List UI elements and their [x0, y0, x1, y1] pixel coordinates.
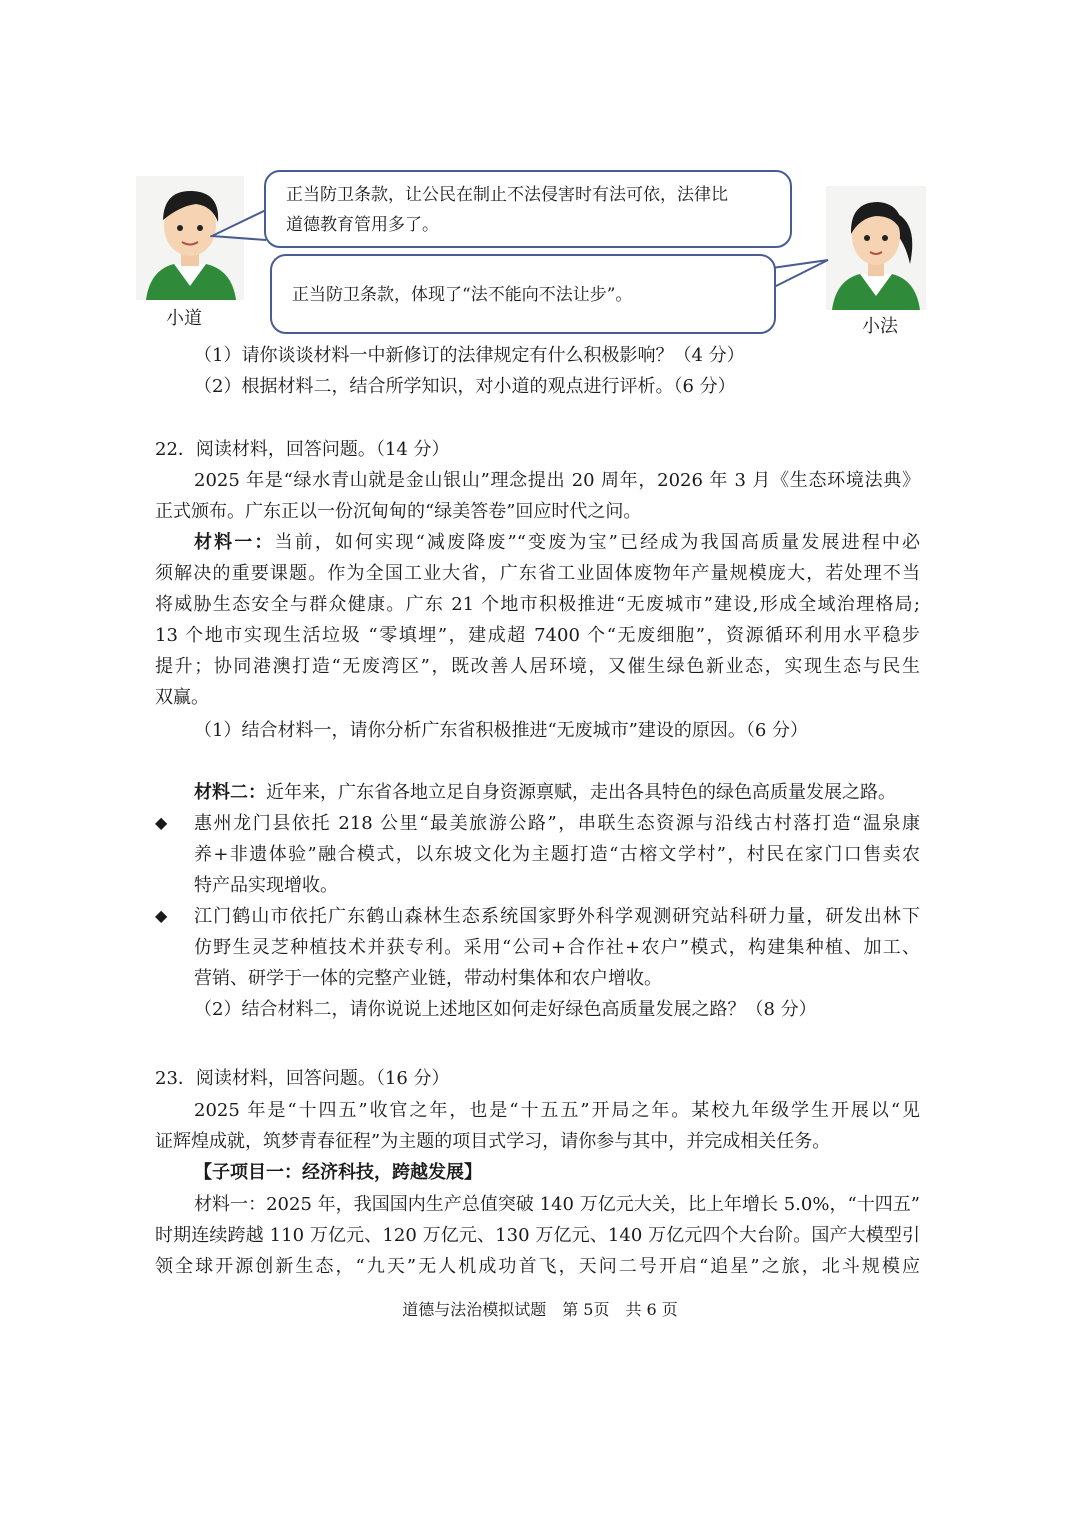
q22-material1-line: 将威胁生态安全与群众健康。广东 21 个地市积极推进“无废城市”建设,形成全域治理格局; — [155, 594, 920, 615]
material1-label: 材料一： — [194, 532, 275, 553]
q23-intro-line: 2025 年是“十四五”收官之年，也是“十五五”开局之年。某校九年级学生开展以“见 — [194, 1100, 920, 1121]
q22-material1-first — [194, 528, 920, 558]
page-footer: 道德与法治模拟试题 第 5页 共 6 页 — [402, 1300, 678, 1319]
material2-label: 材料二： — [194, 782, 266, 803]
q22-material2 — [194, 778, 920, 808]
q22-material1-line: 须解决的重要课题。作为全国工业大省，广东省工业固体废物年产量规模庞大，若处理不当 — [155, 563, 920, 584]
q21-sub1: （1）请你谈谈材料一中新修订的法律规定有什么积极影响？（4 分） — [194, 345, 745, 366]
q22-sub2: （2）结合材料二，请你说说上述地区如何走好绿色高质量发展之路？（8 分） — [194, 999, 817, 1020]
q22-material1-line: 13 个地市实现生活垃圾 “零填埋”，建成超 7400 个“无废细胞”，资源循环利用水平稳步 — [155, 625, 920, 646]
diamond-bullet-icon: ◆ — [155, 813, 168, 832]
left-bubble-line: 正当防卫条款，让公民在制止不法侵害时有法可依，法律比 — [286, 185, 728, 205]
q22-bullet1-last: 特产品实现增收。 — [194, 875, 338, 896]
q23-heading: 23．阅读材料，回答问题。（16 分） — [155, 1068, 450, 1089]
q22-bullet2-line: 仿野生灵芝种植技术并获专利。采用“公司+合作社+农户”模式，构建集种植、加工、 — [194, 937, 920, 958]
q21-sub2: （2）根据材料二，结合所学知识，对小道的观点进行评析。（6 分） — [194, 376, 736, 397]
right-speech-bubble — [270, 254, 776, 334]
q22-bullet1-line: 惠州龙门县依托 218 公里“最美旅游公路”，串联生态资源与沿线古村落打造“温泉康 — [194, 813, 920, 834]
q22-sub1: （1）结合材料一，请你分析广东省积极推进“无废城市”建设的原因。（6 分） — [194, 720, 809, 741]
q23-material1-line: 领全球开源创新生态，“九天”无人机成功首飞，天问二号开启“追星”之旅，北斗规模应 — [155, 1256, 920, 1277]
left-speech-bubble — [264, 170, 792, 248]
q23-subproject-title: 【子项目一：经济科技，跨越发展】 — [194, 1162, 482, 1183]
left-bubble-line: 道德教育管用多了。 — [286, 215, 439, 235]
q23-material1-line: 时期连续跨越 110 万亿元、120 万亿元、130 万亿元、140 万亿元四个大台阶。国产大模型引 — [155, 1225, 920, 1246]
q22-bullet2-last: 营销、研学于一体的完整产业链，带动村集体和农户增收。 — [194, 968, 662, 989]
right-bubble-line: 正当防卫条款，体现了“法不能向不法让步”。 — [292, 285, 633, 305]
q22-intro-line: 2025 年是“绿水青山就是金山银山”理念提出 20 周年，2026 年 3 月《生态环境法典》 — [194, 470, 920, 491]
q23-intro-line: 证辉煌成就，筑梦青春征程”为主题的项目式学习，请你参与其中，并完成相关任务。 — [155, 1131, 831, 1152]
girl-name: 小法 — [862, 316, 898, 337]
boy-name: 小道 — [166, 308, 202, 329]
material1-text: 当前，如何实现“减废降废”“变废为宝”已经成为我国高质量发展进程中必 — [274, 532, 920, 553]
q22-material1-line: 提升；协同港澳打造“无废湾区”，既改善人居环境，又催生绿色新业态，实现生态与民生 — [155, 656, 920, 677]
left-bubble-pointer — [210, 200, 270, 250]
right-bubble-pointer — [768, 256, 832, 296]
q22-bullet2-line: 江门鹤山市依托广东鹤山森林生态系统国家野外科学观测研究站科研力量，研发出林下 — [194, 906, 920, 927]
diamond-bullet-icon: ◆ — [155, 906, 168, 925]
material2-text: 近年来，广东省各地立足自身资源禀赋，走出各具特色的绿色高质量发展之路。 — [266, 782, 896, 803]
q23-material1-first: 材料一：2025 年，我国国内生产总值突破 140 万亿元大关，比上年增长 5.0%，“十四五” — [194, 1194, 920, 1215]
q22-heading: 22．阅读材料，回答问题。（14 分） — [155, 439, 450, 460]
q22-bullet1-line: 养+非遗体验”融合模式，以东坡文化为主题打造“古榕文学村”，村民在家门口售卖农 — [194, 844, 920, 865]
q22-intro-line: 正式颁布。广东正以一份沉甸甸的“绿美答卷”回应时代之问。 — [155, 501, 642, 522]
girl-avatar-icon — [826, 186, 926, 310]
q22-material1-last: 双赢。 — [155, 687, 209, 708]
